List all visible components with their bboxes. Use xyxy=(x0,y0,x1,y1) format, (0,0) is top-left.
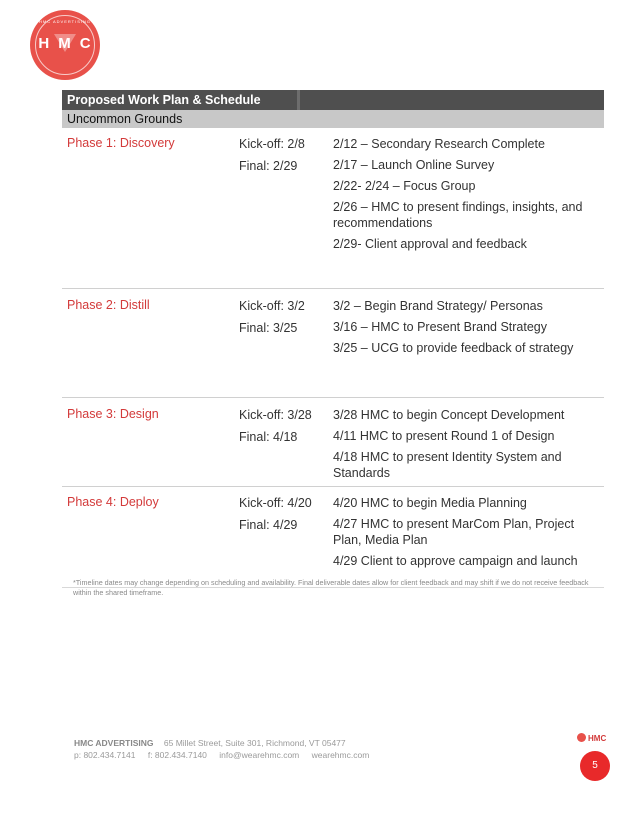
header-divider xyxy=(297,90,300,110)
task-item: 4/18 HMC to present Identity System and Standards xyxy=(333,450,562,480)
page-number: 5 xyxy=(580,751,610,781)
phase-row xyxy=(62,487,604,588)
phase-name: Phase 2: Distill xyxy=(67,298,150,312)
footer-logo xyxy=(577,733,606,743)
work-plan-table xyxy=(62,90,604,588)
logo-dot-icon xyxy=(577,733,586,742)
task-item: 4/20 HMC to begin Media Planning xyxy=(333,496,527,510)
logo-letters: HMC xyxy=(38,35,100,52)
phase-tasks xyxy=(333,495,603,574)
client-name: Uncommon Grounds xyxy=(62,110,604,128)
task-item: 2/29- Client approval and feedback xyxy=(333,237,527,251)
phase-dates xyxy=(239,407,312,451)
phase-tasks xyxy=(333,298,603,361)
phase-row xyxy=(62,128,604,289)
final-date: Final: 4/18 xyxy=(239,430,298,444)
footer-website[interactable]: wearehmc.com xyxy=(311,750,370,760)
phase-name: Phase 1: Discovery xyxy=(67,136,175,150)
table-title: Proposed Work Plan & Schedule xyxy=(67,93,261,107)
table-header xyxy=(62,90,604,110)
phase-dates xyxy=(239,136,305,180)
task-item: 2/12 – Secondary Research Complete xyxy=(333,137,545,151)
footer-address: 65 Millet Street, Suite 301, Richmond, VT 05477 xyxy=(163,738,346,748)
task-item: 4/11 HMC to present Round 1 of Design xyxy=(333,429,555,443)
task-item: 3/2 – Begin Brand Strategy/ Personas xyxy=(333,299,543,313)
task-item: 2/22- 2/24 – Focus Group xyxy=(333,179,476,193)
kickoff-date: Kick-off: 3/2 xyxy=(239,299,305,313)
footer-phone: p: 802.434.7141 xyxy=(74,750,136,760)
logo-ring-text: HMC ADVERTISING xyxy=(38,19,92,24)
final-date: Final: 2/29 xyxy=(239,159,298,173)
footer-brand: HMC ADVERTISING xyxy=(74,738,154,748)
final-date: Final: 4/29 xyxy=(239,518,298,532)
kickoff-date: Kick-off: 3/28 xyxy=(239,408,312,422)
task-item: 3/28 HMC to begin Concept Development xyxy=(333,408,565,422)
task-item: 4/29 Client to approve campaign and launch xyxy=(333,554,578,568)
final-date: Final: 3/25 xyxy=(239,321,298,335)
footer-logo-text: HMC xyxy=(588,734,607,743)
task-item: 3/16 – HMC to Present Brand Strategy xyxy=(333,320,547,334)
task-item: 4/27 HMC to present MarCom Plan, Project Plan, Media Plan xyxy=(333,517,575,547)
timeline-footnote: *Timeline dates may change depending on scheduling and availability. Final deliverable dates allow for client feedback and may shift if we do not receive feedback within the shared timeframe. xyxy=(73,578,589,597)
task-item: 2/17 – Launch Online Survey xyxy=(333,158,495,172)
phase-row xyxy=(62,289,604,398)
kickoff-date: Kick-off: 2/8 xyxy=(239,137,305,151)
page-footer xyxy=(74,737,369,761)
phase-tasks xyxy=(333,407,603,486)
task-item: 3/25 – UCG to provide feedback of strategy xyxy=(333,341,574,355)
footer-fax: f: 802.434.7140 xyxy=(147,750,207,760)
footer-email[interactable]: info@wearehmc.com xyxy=(219,750,300,760)
phase-name: Phase 3: Design xyxy=(67,407,159,421)
task-item: 2/26 – HMC to present findings, insights, and recommendations xyxy=(333,200,583,230)
hmc-logo xyxy=(30,10,100,80)
phase-name: Phase 4: Deploy xyxy=(67,495,159,509)
phase-dates xyxy=(239,298,305,342)
kickoff-date: Kick-off: 4/20 xyxy=(239,496,312,510)
phase-dates xyxy=(239,495,312,539)
phase-tasks xyxy=(333,136,603,257)
phase-row xyxy=(62,398,604,487)
